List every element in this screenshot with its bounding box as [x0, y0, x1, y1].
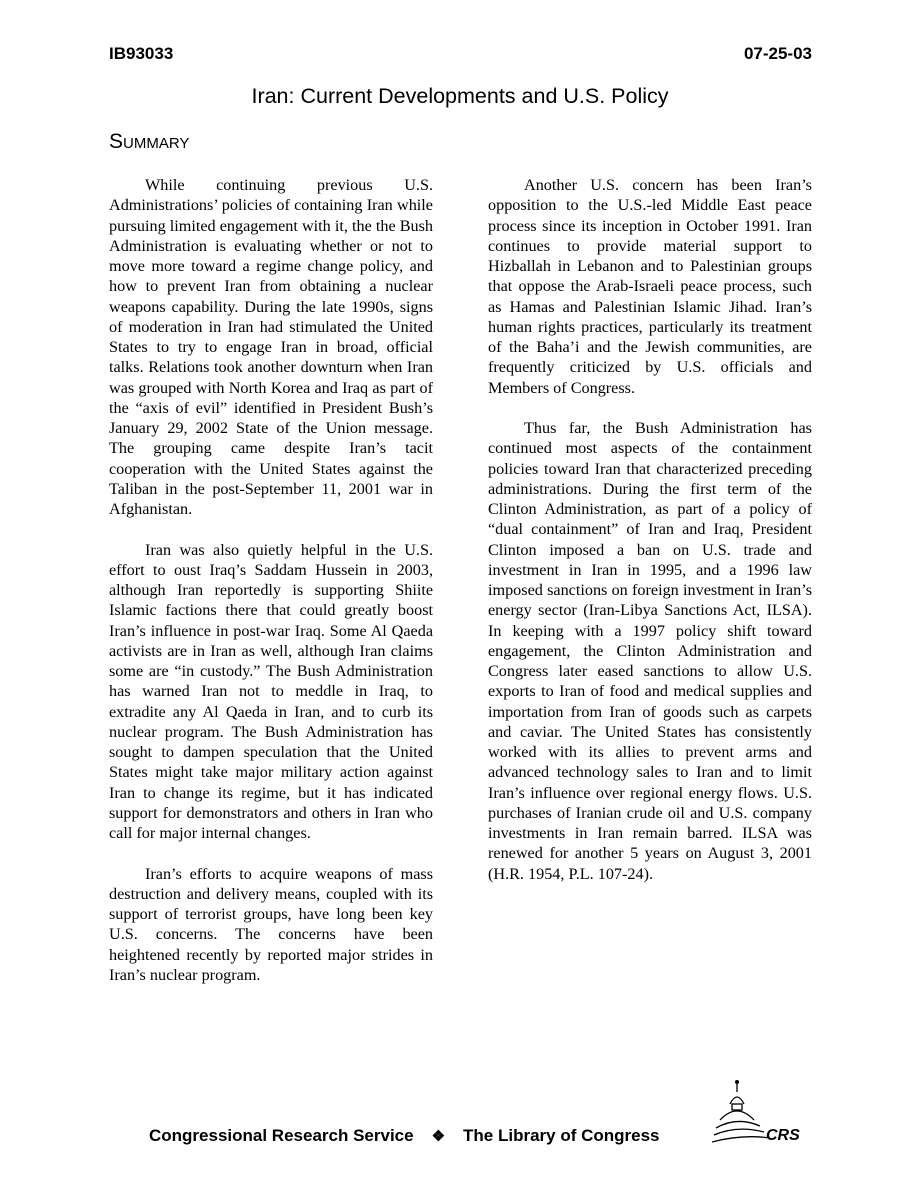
report-id: IB93033 — [109, 44, 174, 63]
page-title: Iran: Current Developments and U.S. Policy — [251, 84, 669, 108]
crs-logo-text: CRS — [766, 1127, 800, 1144]
section-heading: Summary — [109, 130, 190, 153]
footer — [149, 1126, 660, 1146]
paragraph: Another U.S. concern has been Iran’s opposition to the U.S.-led Middle East peace process since its inception in October 1991. Iran continues to provide material support to Hizballah in Lebanon and to Palestinian groups that oppose the Arab-Israeli peace process, such as Hamas and Palestinian Islamic Jihad. Iran’s human rights practices, particularly its treatment of the Baha’i and the Jewish communities, are frequently criticized by U.S. officials and Members of Congress. — [488, 176, 812, 397]
capitol-dome-logo — [712, 1080, 812, 1146]
paragraph: While continuing previous U.S. Administrations’ policies of containing Iran while pursuing limited engagement with it, the the Bush Administration is evaluating whether or not to move more toward a regime change policy, and how to prevent Iran from obtaining a nuclear weapons capability. During the late 1990s, signs of moderation in Iran had stimulated the United States to try to engage Iran in broad, official talks. Relations took another downturn when Iran was grouped with North Korea and Iraq as part of the “axis of evil” identified in President Bush’s January 29, 2002 State of the Union message. The grouping came despite Iran’s tacit cooperation with the United States against the Taliban in the post-September 11, 2001 war in Afghanistan. — [109, 176, 433, 518]
right-column — [488, 175, 812, 904]
paragraph: Iran was also quietly helpful in the U.S. effort to oust Iraq’s Saddam Hussein in 2003, although Iran reportedly is supporting Shiite Islamic factions there that could greatly boost Iran’s influence in post-war Iraq. Some Al Qaeda activists are in Iran as well, although Iran claims some are “in custody.” The Bush Administration has warned Iran not to meddle in Iraq, to extradite any Al Qaeda in Iran, and to curb its nuclear program. The Bush Administration has sought to dampen speculation that the United States might take major military action against Iran to change its regime, but it has indicated support for demonstrators and others in Iran who call for major internal changes. — [109, 540, 433, 842]
left-column — [109, 175, 433, 1005]
footer-library-name: The Library of Congress — [463, 1126, 660, 1145]
paragraph: Thus far, the Bush Administration has continued most aspects of the containment policies toward Iran that characterized preceding administrations. During the first term of the Clinton Administration, as part of a policy of “dual containment” of Iran and Iraq, President Clinton imposed a ban on U.S. trade and investment in Iran in 1995, and a 1996 law imposed sanctions on foreign investment in Iran’s energy sector (Iran-Libya Sanctions Act, ILSA). In keeping with a 1997 policy shift toward engagement, the Clinton Administration and Congress later eased sanctions to allow U.S. exports to Iran of food and medical supplies and importation from Iran of goods such as carpets and caviar. The United States has consistently worked with its allies to prevent arms and advanced technology sales to Iran and to limit Iran’s influence over regional energy flows. U.S. purchases of Iranian crude oil and U.S. company investments in Iran remain barred. ILSA was renewed for another 5 years on August 3, 2001 (H.R. 1954, P.L. 107-24). — [488, 419, 812, 883]
paragraph: Iran’s efforts to acquire weapons of mass destruction and delivery means, coupled with its support of terrorist groups, have long been key U.S. concerns. The concerns have been heightened recently by reported major strides in Iran’s nuclear program. — [109, 864, 433, 984]
report-date: 07-25-03 — [743, 44, 812, 63]
footer-crs-name: Congressional Research Service — [149, 1126, 414, 1145]
diamond-ornament-icon: ❖ — [431, 1128, 446, 1145]
